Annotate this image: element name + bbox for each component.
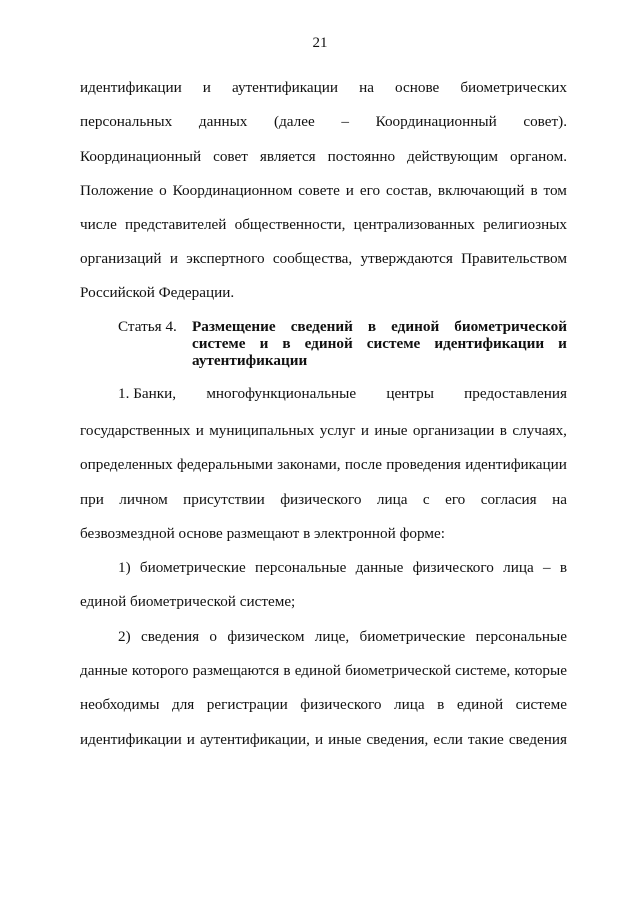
text-line [80,112,567,132]
text-line [80,421,567,441]
word: федеральными [176,456,273,473]
word: идентификации [465,456,567,473]
word: лице, [314,628,350,645]
word: представителей [125,216,227,233]
word: и [558,335,567,352]
word: на [552,491,567,508]
word: с [422,491,430,508]
text-line [80,661,567,681]
word: на [359,79,374,96]
word: единой [304,335,353,352]
word: согласия [480,491,537,508]
word: в [437,696,445,713]
word: предоставления [464,385,567,402]
word: системе [515,696,567,713]
word: услуг [319,422,356,439]
word: при [80,491,104,508]
word: единой [391,318,440,335]
word: биометрической [345,662,451,679]
word: идентификации [434,335,545,352]
word: определенных [80,456,173,473]
word: общественности, [234,216,346,233]
word: о [159,182,167,199]
word: центры [386,385,434,402]
word: муниципальных [209,422,315,439]
word: Координационном [172,182,293,199]
word: в [282,335,291,352]
word: многофункциональные [206,385,357,402]
word: Координационный [80,148,202,165]
word: после [344,456,382,473]
word: централизованных [353,216,475,233]
text-line [118,384,567,404]
word: экспертного [186,250,265,267]
word: которого [131,662,189,679]
word: и [202,79,211,96]
word: действующим [407,148,499,165]
word: в [530,182,538,199]
word: и [186,731,195,748]
word: иные [328,731,362,748]
word: организации [412,422,495,439]
word: идентификации [80,79,182,96]
word: присутствии [183,491,265,508]
page-number: 21 [312,35,328,51]
word: данные [355,559,404,576]
word: биометрических [460,79,567,96]
word: биометрические [139,559,246,576]
word: (далее [274,113,315,130]
word: законами, [277,456,341,473]
word: в [499,422,507,439]
text-line [80,181,567,201]
word: системе [366,335,421,352]
word: совете [298,182,340,199]
word: 1. Банки, [118,385,177,402]
word: его [359,182,381,199]
word: государственных [80,422,191,439]
word: физического [280,491,362,508]
word: для [171,696,195,713]
word: утверждаются [360,250,453,267]
word: физическом [227,628,305,645]
text-line [80,695,567,715]
text-line [80,215,567,235]
word: регистрации [206,696,288,713]
word: иные [374,422,408,439]
word: случаях, [512,422,567,439]
word: аутентификации, [200,731,310,748]
word: персональных [80,113,173,130]
word: аутентификации [231,79,339,96]
word: в [367,318,377,335]
word: единой [294,662,341,679]
word: лица [376,491,408,508]
word: сведения [508,731,567,748]
word: состав, [385,182,432,199]
word: и [314,731,324,748]
text-line [80,249,567,269]
word: сведений [290,318,353,335]
word: постоянно [327,148,396,165]
word: биометрические [359,628,466,645]
text-line [80,78,567,98]
word: 2) [118,628,131,645]
word: данных [198,113,248,130]
word: Размещение [192,318,276,335]
article-title-line [192,335,567,352]
word: идентификации [80,731,182,748]
article-label: Статья 4. [118,318,177,335]
word: – [341,113,349,130]
word: и [195,422,204,439]
word: размещаются [192,662,280,679]
word: в [283,662,291,679]
word: лица [394,696,425,713]
word: числе [80,216,117,233]
word: и [169,250,178,267]
word: религиозных [483,216,567,233]
word: лица [503,559,534,576]
word: если [433,731,463,748]
word: персональные [475,628,567,645]
article-title-line: аутентификации [192,352,308,369]
word: сведения [140,628,200,645]
word: совет). [523,113,567,130]
word: основе [395,79,440,96]
word: биометрической [454,318,567,335]
word: единой [456,696,504,713]
word: Правительством [461,250,567,267]
word: организаций [80,250,162,267]
text-line [118,558,567,578]
text-line [118,627,567,647]
word: и [259,335,269,352]
word: персональные [255,559,347,576]
text-line: безвозмездной основе размещают в электронной форме: [80,525,445,542]
word: системе [192,335,246,352]
text-line: Российской Федерации. [80,284,235,301]
word: физического [412,559,494,576]
word: том [543,182,567,199]
word: органом. [510,148,567,165]
word: необходимы [80,696,160,713]
word: личном [119,491,168,508]
word: – [542,559,551,576]
word: проведения [386,456,461,473]
word: совет [213,148,248,165]
word: Координационный [375,113,497,130]
word: и [360,422,369,439]
word: является [259,148,316,165]
word: 1) [118,559,131,576]
text-line: единой биометрической системе; [80,593,296,610]
word: в [559,559,567,576]
word: которые [514,662,567,679]
word: системе, [455,662,511,679]
word: Положение [80,182,154,199]
text-line [80,147,567,167]
article-title-line [192,318,567,335]
word: включающий [437,182,525,199]
word: физического [300,696,382,713]
word: его [445,491,466,508]
word: данные [80,662,128,679]
word: сведения, [366,731,429,748]
word: и [345,182,354,199]
text-line [80,490,567,510]
word: сообщества, [272,250,353,267]
word: такие [467,731,504,748]
text-line [80,730,567,750]
text-line [80,455,567,475]
word: о [209,628,217,645]
